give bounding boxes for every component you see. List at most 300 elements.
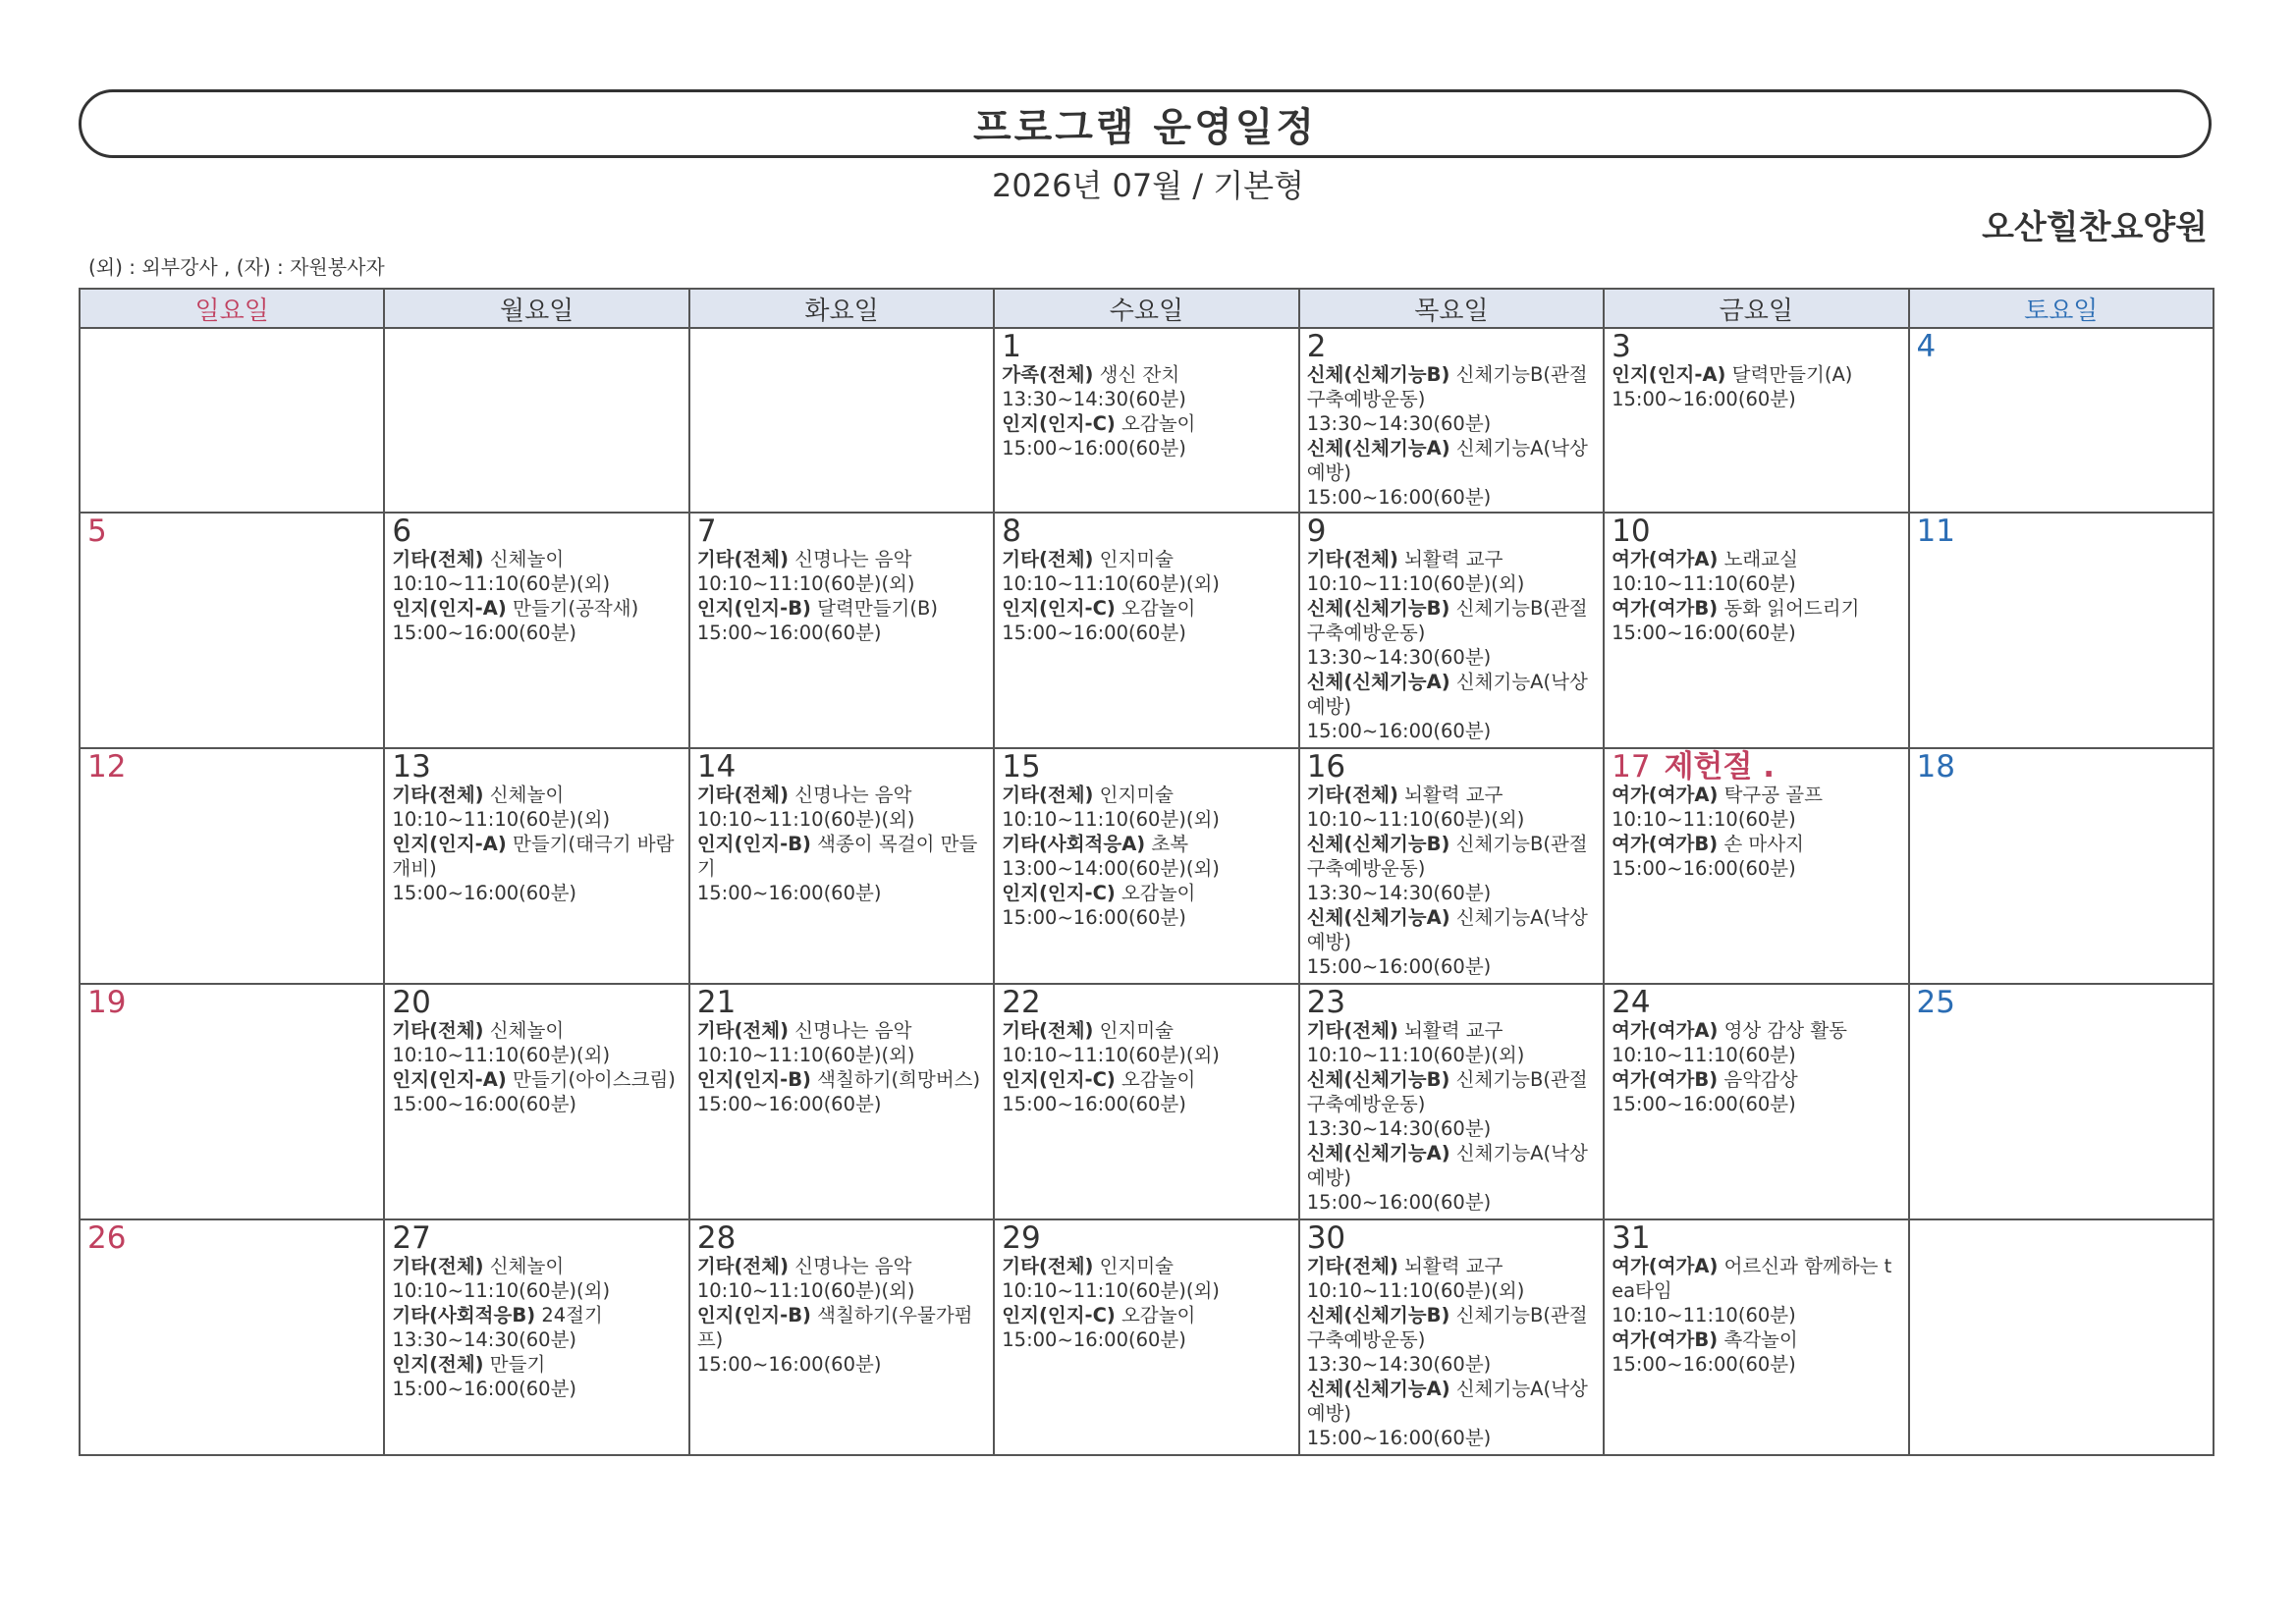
program-category: 신체(신체기능A) <box>1306 1378 1450 1400</box>
day-number-value: 23 <box>1306 985 1346 1020</box>
program-entry <box>392 1067 681 1092</box>
program-name: 만들기 <box>483 1353 546 1376</box>
program-name: 신체놀이 <box>483 1019 565 1042</box>
day-number-value: 26 <box>87 1220 127 1256</box>
program-entry <box>697 1018 986 1043</box>
program-name: 만들기(아이스크림) <box>506 1068 676 1091</box>
program-name: 신체기능A(낙상예방) <box>1306 437 1588 484</box>
day-number-value: 27 <box>392 1220 431 1256</box>
day-number <box>1917 515 2206 547</box>
program-entry <box>1002 1303 1290 1327</box>
program-category: 기타(전체) <box>1002 548 1094 570</box>
program-entry <box>1002 547 1290 571</box>
day-cell <box>1604 513 1908 748</box>
program-name: 신체기능B(관절구축예방운동) <box>1306 363 1588 410</box>
week-row <box>80 513 2214 748</box>
program-entry <box>1307 1377 1596 1426</box>
day-number <box>1002 987 1290 1018</box>
day-cell <box>1299 513 1604 748</box>
program-name: 신체기능A(낙상예방) <box>1306 906 1588 953</box>
day-cell <box>80 1219 384 1455</box>
program-category: 인지(인지-C) <box>1002 1304 1116 1326</box>
program-entry <box>1307 1303 1596 1352</box>
program-time: 15:00~16:00(60분) <box>392 882 577 904</box>
program-category: 인지(인지-B) <box>696 833 811 855</box>
week-row <box>80 328 2214 513</box>
program-entry <box>1002 832 1290 856</box>
day-number <box>87 1222 376 1254</box>
program-entry <box>392 783 681 807</box>
program-category: 신체(신체기능A) <box>1306 1142 1450 1164</box>
program-entry <box>1612 1254 1900 1303</box>
day-cell <box>80 984 384 1219</box>
event-list <box>697 1254 986 1377</box>
program-name: 오감놀이 <box>1115 597 1196 620</box>
program-category: 신체(신체기능B) <box>1306 1068 1450 1091</box>
day-number <box>87 751 376 783</box>
event-list <box>1612 783 1900 881</box>
day-number <box>697 515 986 547</box>
program-name: 만들기(태극기 바람개비) <box>392 833 675 880</box>
event-list <box>1307 362 1596 510</box>
program-entry <box>1002 411 1290 436</box>
program-time: 10:10~11:10(60분)(외) <box>1002 572 1220 595</box>
program-category: 신체(신체기능A) <box>1306 906 1450 929</box>
program-time: 15:00~16:00(60분) <box>1612 1353 1796 1376</box>
program-name: 신명나는 음악 <box>789 1255 912 1277</box>
program-category: 기타(전체) <box>1306 784 1398 806</box>
program-name: 인지미술 <box>1093 784 1174 806</box>
event-list <box>1307 547 1596 743</box>
program-time: 10:10~11:10(60분) <box>1612 572 1796 595</box>
program-time: 15:00~16:00(60분) <box>1002 1093 1186 1115</box>
day-number-value: 25 <box>1916 985 1955 1020</box>
program-name: 뇌활력 교구 <box>1397 1019 1503 1042</box>
program-category: 인지(인지-B) <box>696 1304 811 1326</box>
program-entry <box>1307 547 1596 571</box>
day-number <box>697 751 986 783</box>
day-cell <box>689 513 994 748</box>
event-list <box>697 547 986 645</box>
day-number <box>392 987 681 1018</box>
day-cell <box>80 328 384 513</box>
program-time: 15:00~16:00(60분) <box>1306 1191 1492 1214</box>
day-cell <box>994 748 1298 984</box>
program-entry <box>697 783 986 807</box>
program-time: 15:00~16:00(60분) <box>1612 388 1796 410</box>
program-name: 뇌활력 교구 <box>1397 784 1503 806</box>
program-category: 인지(인지-B) <box>696 1068 811 1091</box>
program-entry <box>1307 362 1596 411</box>
program-time: 15:00~16:00(60분) <box>1002 906 1186 929</box>
program-name: 손 마사지 <box>1718 833 1804 855</box>
day-cell <box>1909 1219 2214 1455</box>
program-time: 10:10~11:10(60분)(외) <box>1002 808 1220 831</box>
day-number <box>1612 987 1900 1018</box>
event-list <box>1002 783 1290 930</box>
weekday-header-sat: 토요일 <box>1909 289 2214 328</box>
day-number-value: 20 <box>392 985 431 1020</box>
program-category: 인지(전체) <box>392 1353 484 1376</box>
day-cell <box>689 748 994 984</box>
program-entry <box>697 832 986 881</box>
program-name: 신명나는 음악 <box>789 548 912 570</box>
day-cell <box>1909 984 2214 1219</box>
day-number-value: 14 <box>696 749 737 785</box>
program-name: 신체놀이 <box>483 784 565 806</box>
day-cell <box>1299 748 1604 984</box>
program-category: 신체(신체기능A) <box>1306 437 1450 460</box>
program-category: 기타(전체) <box>392 548 484 570</box>
program-category: 기타(전체) <box>392 1019 484 1042</box>
day-number-value: 9 <box>1306 514 1327 549</box>
program-entry <box>1612 596 1900 621</box>
program-time: 13:30~14:30(60분) <box>1306 1353 1492 1376</box>
program-entry <box>1002 1254 1290 1278</box>
day-number <box>697 1222 986 1254</box>
program-name: 노래교실 <box>1718 548 1798 570</box>
program-entry <box>1002 362 1290 387</box>
program-entry <box>1307 670 1596 719</box>
program-name: 오감놀이 <box>1115 1304 1196 1326</box>
day-number-value: 5 <box>87 514 107 549</box>
day-cell <box>80 513 384 748</box>
program-name: 색종이 목걸이 만들기 <box>696 833 978 880</box>
program-name: 색칠하기(우물가펌프) <box>696 1304 973 1351</box>
program-time: 10:10~11:10(60분)(외) <box>696 572 915 595</box>
weekday-header-tue: 화요일 <box>689 289 994 328</box>
day-number-value: 31 <box>1612 1220 1651 1256</box>
program-category: 기타(전체) <box>1002 1255 1094 1277</box>
program-time: 10:10~11:10(60분)(외) <box>1002 1279 1220 1302</box>
program-category: 기타(전체) <box>1002 784 1094 806</box>
day-number <box>392 1222 681 1254</box>
program-entry <box>697 596 986 621</box>
program-name: 달력만들기(A) <box>1725 363 1853 386</box>
program-time: 15:00~16:00(60분) <box>1002 1328 1186 1351</box>
program-entry <box>1612 1018 1900 1043</box>
program-name: 초복 <box>1145 833 1189 855</box>
day-cell <box>1909 513 2214 748</box>
event-list <box>1612 362 1900 411</box>
program-name: 인지미술 <box>1093 1255 1174 1277</box>
calendar-table <box>79 288 2214 1456</box>
program-entry <box>1002 1018 1290 1043</box>
program-name: 어르신과 함께하는 tea타임 <box>1612 1255 1892 1302</box>
event-list <box>1612 1018 1900 1116</box>
program-name: 뇌활력 교구 <box>1397 1255 1503 1277</box>
day-cell <box>80 748 384 984</box>
program-name: 음악감상 <box>1718 1068 1798 1091</box>
day-cell <box>689 984 994 1219</box>
program-name: 신체기능B(관절구축예방운동) <box>1306 1068 1588 1115</box>
day-cell <box>1909 748 2214 984</box>
day-number <box>1307 987 1596 1018</box>
day-cell <box>994 328 1298 513</box>
program-entry <box>392 596 681 621</box>
program-entry <box>697 1303 986 1352</box>
program-category: 기타(전체) <box>1306 548 1398 570</box>
program-time: 15:00~16:00(60분) <box>1306 1427 1492 1449</box>
program-name: 신체기능A(낙상예방) <box>1306 1142 1588 1189</box>
day-cell <box>384 748 688 984</box>
program-category: 여가(여가B) <box>1612 1328 1719 1351</box>
day-cell <box>384 513 688 748</box>
day-cell <box>1604 1219 1908 1455</box>
program-time: 15:00~16:00(60분) <box>696 1353 882 1376</box>
day-number-value: 6 <box>392 514 412 549</box>
program-time: 10:10~11:10(60분)(외) <box>392 1044 611 1066</box>
day-number <box>1612 1222 1900 1254</box>
program-category: 기타(전체) <box>1306 1255 1398 1277</box>
program-time: 10:10~11:10(60분)(외) <box>696 1044 915 1066</box>
program-time: 10:10~11:10(60분)(외) <box>1306 572 1525 595</box>
program-time: 15:00~16:00(60분) <box>1612 857 1796 880</box>
program-time: 15:00~16:00(60분) <box>392 1093 577 1115</box>
program-time: 13:00~14:00(60분)(외) <box>1002 857 1220 880</box>
program-entry <box>392 1352 681 1377</box>
day-cell <box>384 1219 688 1455</box>
day-number-value: 24 <box>1612 985 1651 1020</box>
day-cell <box>384 984 688 1219</box>
event-list <box>392 1254 681 1401</box>
program-entry <box>1002 881 1290 905</box>
day-cell <box>689 1219 994 1455</box>
day-cell <box>1299 1219 1604 1455</box>
week-row <box>80 1219 2214 1455</box>
program-time: 15:00~16:00(60분) <box>1306 486 1492 509</box>
day-cell <box>1909 328 2214 513</box>
program-name: 신체기능A(낙상예방) <box>1306 1378 1588 1425</box>
program-time: 10:10~11:10(60분)(외) <box>392 572 611 595</box>
program-category: 신체(신체기능B) <box>1306 1304 1450 1326</box>
organization-name: 오산힐찬요양원 <box>1982 208 2208 247</box>
program-entry <box>1612 832 1900 856</box>
program-category: 기타(사회적응A) <box>1002 833 1146 855</box>
event-list <box>1002 1254 1290 1352</box>
day-number <box>1307 1222 1596 1254</box>
day-number <box>1002 331 1290 362</box>
calendar-body <box>80 328 2214 1455</box>
event-list <box>697 1018 986 1116</box>
day-cell <box>1604 984 1908 1219</box>
event-list <box>1002 1018 1290 1116</box>
program-category: 기타(사회적응B) <box>392 1304 536 1326</box>
day-number <box>1002 1222 1290 1254</box>
program-time: 13:30~14:30(60분) <box>392 1328 577 1351</box>
program-entry <box>1307 1141 1596 1190</box>
program-name: 신체기능B(관절구축예방운동) <box>1306 1304 1588 1351</box>
program-name: 동화 읽어드리기 <box>1718 597 1860 620</box>
program-time: 15:00~16:00(60분) <box>1002 622 1186 644</box>
program-name: 인지미술 <box>1093 1019 1174 1042</box>
day-number <box>1917 751 2206 783</box>
program-entry <box>697 547 986 571</box>
program-time: 10:10~11:10(60분)(외) <box>392 808 611 831</box>
program-category: 여가(여가B) <box>1612 1068 1719 1091</box>
day-number <box>1917 331 2206 362</box>
day-number <box>1917 987 2206 1018</box>
day-cell <box>689 328 994 513</box>
program-entry <box>1307 783 1596 807</box>
program-category: 여가(여가A) <box>1612 1255 1719 1277</box>
event-list <box>1307 783 1596 979</box>
program-entry <box>1002 783 1290 807</box>
program-category: 인지(인지-C) <box>1002 597 1116 620</box>
program-name: 촉각놀이 <box>1718 1328 1798 1351</box>
program-category: 기타(전체) <box>392 784 484 806</box>
program-entry <box>1612 1067 1900 1092</box>
event-list <box>392 547 681 645</box>
program-time: 13:30~14:30(60분) <box>1306 412 1492 435</box>
program-name: 달력만들기(B) <box>810 597 938 620</box>
program-entry <box>1002 1067 1290 1092</box>
day-number-value: 4 <box>1916 329 1937 364</box>
event-list <box>1002 547 1290 645</box>
program-category: 기타(전체) <box>1306 1019 1398 1042</box>
weekday-header-sun: 일요일 <box>80 289 384 328</box>
program-entry <box>392 1303 681 1327</box>
program-entry <box>1612 362 1900 387</box>
program-time: 15:00~16:00(60분) <box>1306 955 1492 978</box>
program-time: 13:30~14:30(60분) <box>1306 882 1492 904</box>
day-cell <box>994 1219 1298 1455</box>
day-number <box>392 751 681 783</box>
program-category: 신체(신체기능B) <box>1306 597 1450 620</box>
day-number-value: 13 <box>392 749 431 785</box>
program-time: 15:00~16:00(60분) <box>392 622 577 644</box>
day-number-value: 12 <box>87 749 127 785</box>
program-name: 신명나는 음악 <box>789 784 912 806</box>
program-category: 신체(신체기능B) <box>1306 833 1450 855</box>
program-category: 가족(전체) <box>1002 363 1094 386</box>
program-time: 15:00~16:00(60분) <box>1612 1093 1796 1115</box>
program-time: 10:10~11:10(60분)(외) <box>696 808 915 831</box>
program-name: 오감놀이 <box>1115 412 1196 435</box>
day-number-value: 11 <box>1916 514 1955 549</box>
program-time: 10:10~11:10(60분) <box>1612 808 1796 831</box>
day-number-value: 19 <box>87 985 127 1020</box>
day-number <box>1612 331 1900 362</box>
day-cell <box>994 513 1298 748</box>
day-number <box>1307 515 1596 547</box>
program-category: 기타(전체) <box>696 548 790 570</box>
program-entry <box>1002 596 1290 621</box>
event-list <box>1307 1018 1596 1215</box>
program-time: 10:10~11:10(60분)(외) <box>1306 1279 1525 1302</box>
program-name: 신체기능A(낙상예방) <box>1306 671 1588 718</box>
program-category: 인지(인지-C) <box>1002 1068 1116 1091</box>
day-number-value: 30 <box>1306 1220 1346 1256</box>
program-entry <box>1612 783 1900 807</box>
day-number-value: 10 <box>1612 514 1651 549</box>
program-category: 기타(전체) <box>392 1255 484 1277</box>
event-list <box>1307 1254 1596 1450</box>
program-category: 기타(전체) <box>696 784 790 806</box>
program-category: 기타(전체) <box>696 1019 790 1042</box>
program-time: 10:10~11:10(60분) <box>1612 1044 1796 1066</box>
weekday-header-row <box>80 289 2214 328</box>
program-time: 10:10~11:10(60분)(외) <box>1306 1044 1525 1066</box>
weekday-header-fri: 금요일 <box>1604 289 1908 328</box>
program-category: 인지(인지-B) <box>696 597 811 620</box>
day-cell <box>1299 328 1604 513</box>
program-time: 15:00~16:00(60분) <box>696 882 882 904</box>
day-number <box>1307 331 1596 362</box>
event-list <box>697 783 986 905</box>
day-number-value: 18 <box>1916 749 1955 785</box>
program-category: 여가(여가A) <box>1612 548 1719 570</box>
program-category: 인지(인지-A) <box>392 833 507 855</box>
program-name: 영상 감상 활동 <box>1718 1019 1847 1042</box>
weekday-header-mon: 월요일 <box>384 289 688 328</box>
program-name: 인지미술 <box>1093 548 1174 570</box>
program-name: 탁구공 골프 <box>1718 784 1823 806</box>
program-name: 생신 잔치 <box>1093 363 1180 386</box>
program-time: 15:00~16:00(60분) <box>1002 437 1186 460</box>
week-row <box>80 748 2214 984</box>
program-category: 기타(전체) <box>1002 1019 1094 1042</box>
day-number <box>392 515 681 547</box>
event-list <box>1002 362 1290 460</box>
day-number <box>87 987 376 1018</box>
event-list <box>1612 1254 1900 1377</box>
program-entry <box>1307 1067 1596 1116</box>
event-list <box>1612 547 1900 645</box>
program-category: 인지(인지-A) <box>392 597 507 620</box>
program-category: 인지(인지-A) <box>1612 363 1726 386</box>
program-time: 15:00~16:00(60분) <box>392 1378 577 1400</box>
program-category: 기타(전체) <box>696 1255 790 1277</box>
program-category: 여가(여가B) <box>1612 833 1719 855</box>
program-category: 여가(여가A) <box>1612 784 1719 806</box>
page-title: 프로그램 운영일정 <box>972 104 1318 150</box>
program-category: 신체(신체기능A) <box>1306 671 1450 693</box>
week-row <box>80 984 2214 1219</box>
program-time: 15:00~16:00(60분) <box>696 1093 882 1115</box>
program-entry <box>697 1254 986 1278</box>
program-name: 오감놀이 <box>1115 882 1196 904</box>
program-entry <box>1612 1327 1900 1352</box>
program-name: 신체기능B(관절구축예방운동) <box>1306 833 1588 880</box>
day-number <box>1307 751 1596 783</box>
title-box <box>79 89 2212 158</box>
day-cell <box>1299 984 1604 1219</box>
day-cell <box>1604 748 1908 984</box>
program-entry <box>392 547 681 571</box>
day-cell <box>1604 328 1908 513</box>
program-name: 신체놀이 <box>483 548 565 570</box>
day-number-value: 21 <box>696 985 737 1020</box>
day-number <box>87 515 376 547</box>
program-name: 24절기 <box>535 1304 603 1326</box>
program-entry <box>1612 547 1900 571</box>
program-time: 10:10~11:10(60분)(외) <box>392 1279 611 1302</box>
program-category: 인지(인지-C) <box>1002 412 1116 435</box>
legend-note: (외) : 외부강사 , (자) : 자원봉사자 <box>88 255 385 279</box>
weekday-header-thu: 목요일 <box>1299 289 1604 328</box>
weekday-header-wed: 수요일 <box>994 289 1298 328</box>
day-number-value: 8 <box>1002 514 1021 549</box>
program-time: 10:10~11:10(60분)(외) <box>1002 1044 1220 1066</box>
program-entry <box>1307 1254 1596 1278</box>
day-number <box>1612 515 1900 547</box>
day-number <box>1002 515 1290 547</box>
day-number-value: 28 <box>696 1220 737 1256</box>
day-number <box>1002 751 1290 783</box>
day-cell <box>384 328 688 513</box>
program-category: 인지(인지-A) <box>392 1068 507 1091</box>
